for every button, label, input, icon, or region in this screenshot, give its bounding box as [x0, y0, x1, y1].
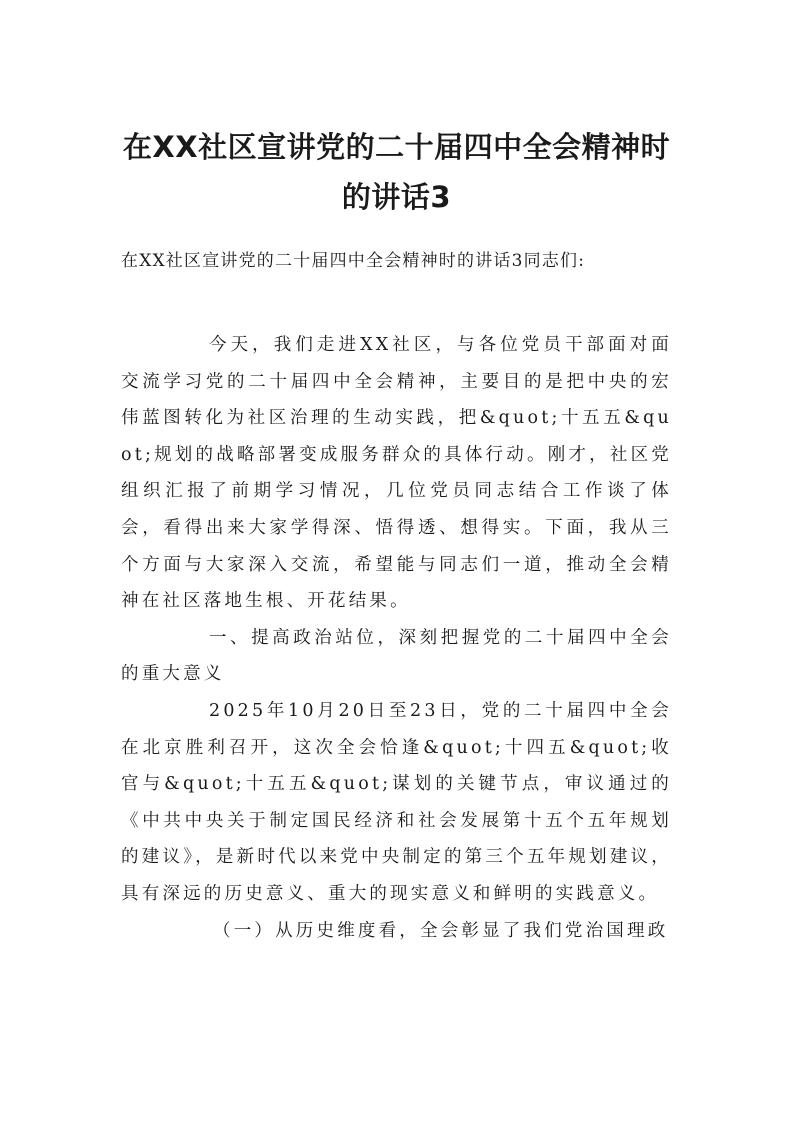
document-title: 在XX社区宣讲党的二十届四中全会精神时的讲话3: [122, 130, 671, 214]
document-body: [121, 327, 672, 949]
paragraph-plenum-background: 2025年10月20日至23日，党的二十届四中全会在北京胜利召开，这次全会恰逢&quot;十四五&quot;收官与&quot;十五五&quot;谋划的关键节点，审议通过的《中共中央关于制定国民经济和社会发展第十五个五年规划的建议》，是新时代以来党中央制定的第三个五年规划建议，具有深远的历史意义、重大的现实意义和鲜明的实践意义。: [121, 700, 672, 904]
subsection-heading-1: （一）从历史维度看，全会彰显了我们党治国理政: [213, 920, 669, 941]
paragraph-opening: 今天，我们走进XX社区，与各位党员干部面对面交流学习党的二十届四中全会精神，主要目的是把中央的宏伟蓝图转化为社区治理的生动实践，把&quot;十五五&quot;规划的战略部署变成服务群众的具体行动。刚才，社区党组织汇报了前期学习情况，几位党员同志结合工作谈了体会，看得出来大家学得深、悟得透、想得实。下面，我从三个方面与大家深入交流，希望能与同志们一道，推动全会精神在社区落地生根、开花结果。: [121, 335, 672, 612]
lead-line: 在XX社区宣讲党的二十届四中全会精神时的讲话3同志们:: [121, 251, 586, 271]
section-heading-1: 一、提高政治站位，深刻把握党的二十届四中全会的重大意义: [121, 627, 672, 685]
